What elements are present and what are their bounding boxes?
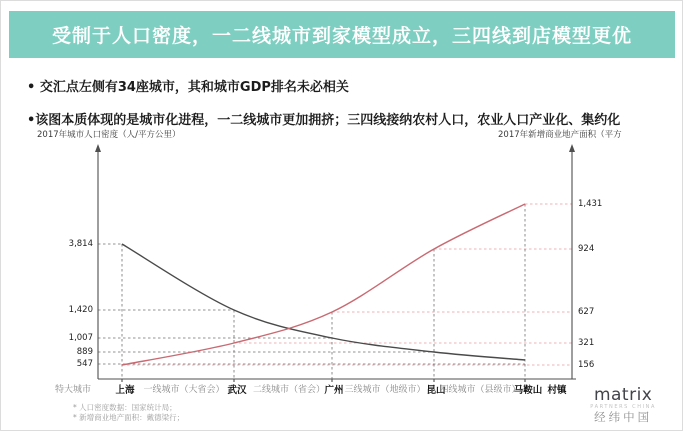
x-axis-label: 昆山: [426, 385, 446, 396]
footnote-2: * 新增商业地产面积：戴德梁行；: [73, 413, 185, 422]
left-axis-tick: 889: [76, 347, 93, 357]
x-axis-label: 特大城市: [54, 385, 92, 395]
left-axis-tick: 3,814: [68, 239, 93, 249]
x-axis-label: 村镇: [547, 385, 567, 396]
right-axis-tick: 156: [578, 360, 595, 370]
left-axis-tick: 547: [76, 359, 93, 369]
right-axis-tick: 924: [578, 244, 595, 254]
bullet-point-1: • 交汇点左侧有34座城市，其和城市GDP排名未必相关: [27, 80, 349, 95]
matrix-logo: [590, 387, 656, 424]
x-axis-label: 马鞍山: [513, 385, 543, 396]
x-axis-label: 二线城市（省会）: [252, 385, 326, 395]
left-axis-title: 2017年城市人口密度（人/平方公里）: [37, 130, 181, 140]
right-axis-tick: 627: [578, 307, 595, 317]
left-axis-tick: 1,420: [68, 305, 93, 315]
chart-labels-layer: [1, 1, 682, 430]
x-axis-label: 上海: [115, 385, 135, 396]
x-axis-label: 三线城市（地级市）: [344, 385, 426, 395]
chart-footnotes: [73, 403, 184, 423]
left-axis-tick: 1,007: [68, 333, 93, 343]
x-axis-label: 四线城市（县级市）: [439, 385, 521, 395]
x-axis-label: 一线城市（大省会）: [143, 385, 225, 395]
matrix-wordmark: matrix: [593, 385, 653, 405]
slide-title: 受制于人口密度，一二线城市到家模型成立，三四线到店模型更优: [51, 25, 632, 47]
matrix-subtext: PARTNERS CHINA: [590, 404, 656, 410]
footnote-1: * 人口密度数据：国家统计局；: [73, 403, 177, 412]
matrix-chinese-name: 经纬中国: [594, 410, 653, 424]
x-axis-label: 武汉: [227, 385, 247, 396]
x-axis-label: 广州: [324, 385, 344, 396]
bullet-point-2: •该图本质体现的是城市化进程，一二线城市更加拥挤；三四线接纳农村人口，农业人口产业化、集约化: [27, 113, 621, 128]
right-axis-tick: 1,431: [578, 199, 603, 209]
right-axis-tick: 321: [578, 338, 595, 348]
right-axis-title: 2017年新增商业地产面积（平方: [498, 130, 622, 140]
